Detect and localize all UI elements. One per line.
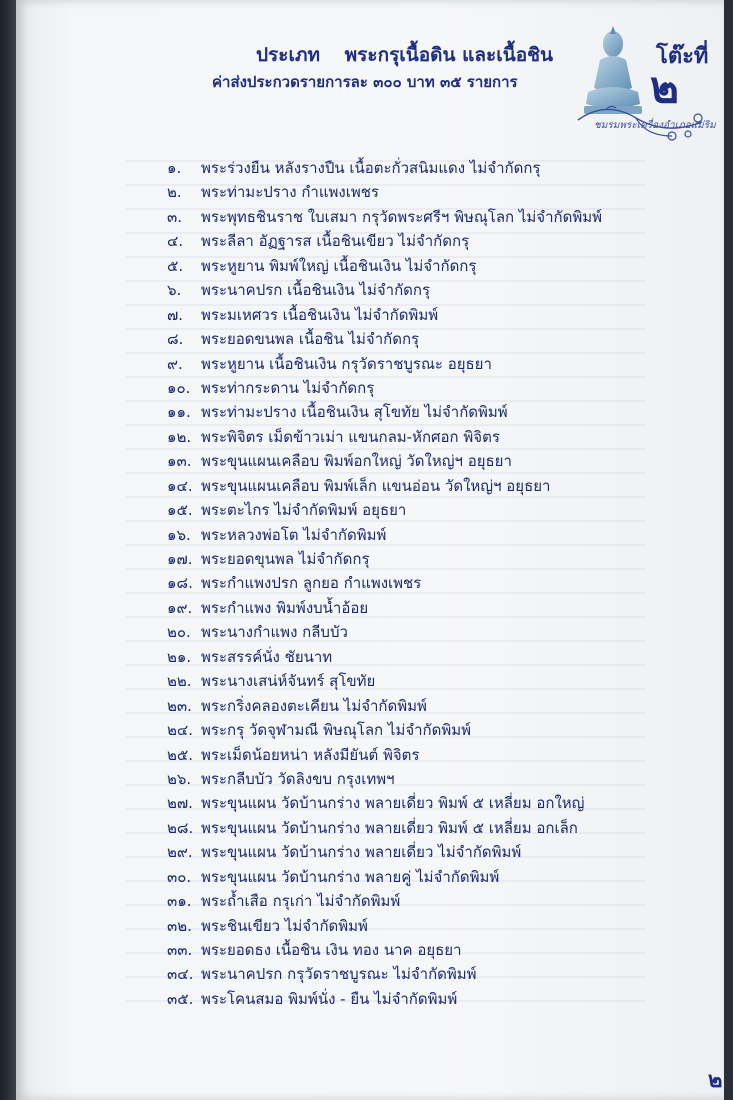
item-number: ๒๙. (167, 843, 193, 862)
item-text: พระขุนแผน วัดบ้านกร่าง พลายเดี่ยว พิมพ์ ๕ เหลี่ยม อกเล็ก (201, 818, 578, 837)
item-number: ๑. (167, 159, 182, 177)
list-item (167, 449, 602, 473)
club-name: ชมรมพระเครื่องอำเภอแม่ริม (594, 120, 716, 131)
list-item (167, 400, 602, 424)
item-number: ๓๒. (167, 916, 192, 935)
category-value: พระกรุเนื้อดิน และเนื้อชิน (344, 44, 553, 66)
amulet-list (167, 156, 602, 1011)
item-number: ๑๗. (167, 550, 193, 568)
item-number: ๓๓. (167, 941, 193, 959)
list-item (167, 425, 602, 449)
list-item (167, 523, 602, 547)
item-text: พระลีลา อัฏฐารส เนื้อชินเขียว ไม่จำกัดกรุ (201, 232, 470, 251)
item-number: ๑๘. (167, 574, 193, 593)
item-number: ๓๕. (167, 989, 194, 1008)
item-number: ๓๐. (167, 867, 192, 886)
item-number: ๗. (167, 305, 184, 324)
item-number: ๘. (167, 330, 184, 349)
item-text: พระกรุ วัดจุฬามณี พิษณุโลก ไม่จำกัดพิมพ์ (201, 721, 472, 740)
item-number: ๒๗. (167, 794, 193, 813)
item-number: ๑๑. (167, 403, 191, 422)
item-text: พระยอดธง เนื้อชิน เงิน ทอง นาค อยุธยา (201, 941, 462, 959)
item-text: พระหูยาน พิมพ์ใหญ่ เนื้อชินเงิน ไม่จำกัดกรุ (201, 256, 477, 275)
item-text: พระโคนสมอ พิมพ์นั่ง - ยืน ไม่จำกัดพิมพ์ (201, 989, 458, 1008)
item-number: ๓๔. (167, 965, 194, 984)
list-item (167, 840, 602, 864)
item-text: พระพุทธชินราช ใบเสมา กรุวัดพระศรีฯ พิษณุโลก ไม่จำกัดพิมพ์ (201, 207, 602, 226)
list-item (167, 694, 602, 718)
item-number: ๔. (167, 232, 184, 251)
item-text: พระขุนแผน วัดบ้านกร่าง พลายคู่ ไม่จำกัดพิมพ์ (201, 867, 500, 886)
item-text: พระนาคปรก เนื้อชินเงิน ไม่จำกัดกรุ (201, 281, 431, 300)
item-number: ๒๕. (167, 745, 194, 764)
category-label: ประเภท (256, 44, 321, 66)
item-text: พระนางเสน่ห์จันทร์ สุโขทัย (201, 672, 376, 691)
list-item (167, 987, 602, 1011)
list-item (167, 962, 602, 986)
item-text: พระกริ่งคลองตะเคียน ไม่จำกัดพิมพ์ (201, 696, 427, 715)
item-number: ๑๒. (167, 427, 192, 446)
table-label: โต๊ะที่ (656, 44, 709, 69)
list-item (167, 571, 602, 595)
item-number: ๑๐. (167, 378, 191, 397)
item-number: ๒๘. (167, 818, 194, 837)
item-number: ๖. (167, 281, 182, 300)
item-text: พระนางกำแพง กลีบบัว (201, 623, 348, 642)
item-number: ๕. (167, 256, 184, 275)
list-item (167, 327, 602, 351)
list-item (167, 180, 602, 204)
list-item (167, 205, 602, 229)
item-number: ๒๑. (167, 647, 192, 666)
item-text: พระยอดขุนพล ไม่จำกัดกรุ (201, 550, 370, 568)
item-text: พระสรรค์นั่ง ชัยนาท (201, 647, 333, 666)
item-text: พระร่วงยืน หลังรางปืน เนื้อตะกั่วสนิมแดง ไม่จำกัดกรุ (201, 159, 541, 177)
list-item (167, 229, 602, 253)
item-text: พระกลีบบัว วัดลิงขบ กรุงเทพฯ (201, 769, 395, 788)
list-item (167, 620, 602, 644)
list-item (167, 767, 602, 791)
item-text: พระท่ามะปราง เนื้อชินเงิน สุโขทัย ไม่จำกัดพิมพ์ (201, 403, 508, 422)
item-number: ๑๖. (167, 525, 191, 544)
list-item (167, 352, 602, 376)
list-item (167, 865, 602, 889)
document-page (16, 0, 724, 1100)
item-text: พระถ้ำเสือ กรุเก่า ไม่จำกัดพิมพ์ (201, 892, 401, 911)
list-item (167, 791, 602, 815)
item-number: ๓. (167, 207, 183, 226)
item-text: พระขุนแผน วัดบ้านกร่าง พลายเดี่ยว พิมพ์ ๕ เหลี่ยม อกใหญ่ (201, 794, 585, 813)
item-number: ๒๒. (167, 672, 192, 691)
list-item (167, 474, 602, 498)
item-number: ๓๑. (167, 892, 192, 911)
item-text: พระหูยาน เนื้อชินเงิน กรุวัดราชบูรณะ อยุธยา (201, 354, 492, 373)
list-item (167, 156, 602, 180)
item-text: พระหลวงพ่อโต ไม่จำกัดพิมพ์ (201, 525, 387, 544)
list-item (167, 645, 602, 669)
list-item (167, 498, 602, 522)
list-item (167, 914, 602, 938)
fee-line: ค่าส่งประกวดรายการละ ๓๐๐ บาท ๓๕ รายการ (212, 73, 518, 91)
item-text: พระท่ากระดาน ไม่จำกัดกรุ (201, 378, 375, 397)
item-number: ๒๓. (167, 696, 192, 715)
item-number: ๑๔. (167, 476, 193, 495)
item-number: ๒. (167, 183, 182, 202)
item-text: พระเม็ดน้อยหน่า หลังมียันต์ พิจิตร (201, 745, 420, 764)
item-number: ๑๕. (167, 501, 193, 520)
list-item (167, 938, 602, 962)
list-item (167, 816, 602, 840)
item-text: พระมเหศวร เนื้อชินเงิน ไม่จำกัดพิมพ์ (201, 305, 439, 324)
list-item (167, 376, 602, 400)
item-text: พระขุนแผนเคลือบ พิมพ์อกใหญ่ วัดใหญ่ฯ อยุธยา (201, 452, 512, 471)
item-text: พระพิจิตร เม็ดข้าวเม่า แขนกลม-หักศอก พิจิตร (201, 427, 500, 446)
table-number: ๒ (650, 62, 680, 113)
item-number: ๙. (167, 354, 183, 373)
item-text: พระท่ามะปราง กำแพงเพชร (201, 183, 379, 202)
list-item (167, 254, 602, 278)
item-text: พระกำแพงปรก ลูกยอ กำแพงเพชร (201, 574, 422, 593)
list-item (167, 547, 602, 571)
page-number: ๒ (708, 1068, 723, 1093)
category-heading (256, 40, 571, 70)
list-item (167, 743, 602, 767)
item-number: ๒๔. (167, 721, 194, 740)
list-item (167, 596, 602, 620)
list-item (167, 669, 602, 693)
book-spine (0, 0, 16, 1100)
item-number: ๑๓. (167, 452, 192, 471)
item-text: พระขุนแผนเคลือบ พิมพ์เล็ก แขนอ่อน วัดใหญ่ฯ อยุธยา (201, 476, 551, 495)
list-item (167, 718, 602, 742)
item-number: ๒๐. (167, 623, 191, 642)
item-number: ๒๖. (167, 769, 192, 788)
item-number: ๑๙. (167, 598, 193, 617)
list-item (167, 303, 602, 327)
item-text: พระยอดขนพล เนื้อชิน ไม่จำกัดกรุ (201, 330, 420, 349)
item-text: พระตะไกร ไม่จำกัดพิมพ์ อยุธยา (201, 501, 407, 520)
list-item (167, 889, 602, 913)
item-text: พระขุนแผน วัดบ้านกร่าง พลายเดี่ยว ไม่จำกัดพิมพ์ (201, 843, 522, 862)
item-text: พระกำแพง พิมพ์งบน้ำอ้อย (201, 598, 369, 617)
item-text: พระนาคปรก กรุวัดราชบูรณะ ไม่จำกัดพิมพ์ (201, 965, 477, 984)
item-text: พระชินเขียว ไม่จำกัดพิมพ์ (201, 916, 368, 935)
list-item (167, 278, 602, 302)
